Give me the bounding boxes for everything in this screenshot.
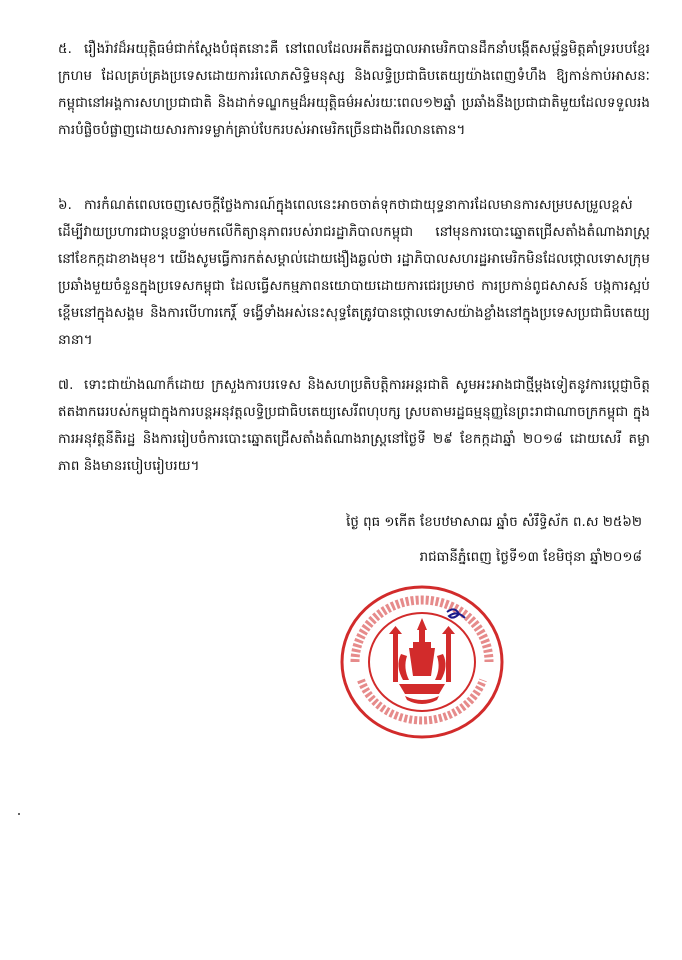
paragraph-number: ៥.: [58, 42, 72, 57]
seal-emblem: [389, 618, 455, 704]
paragraph-text: រឿងរ៉ាវដ៏អយុត្តិធម៌ជាក់ស្តែងបំផុតនោះគឺ នៅពេលដែលអតីតរដ្ឋបាលអាមេរិកបានដឹកនាំបង្កើតសម្ព័ន្ធមិត្តគាំទ្ររបបខ្មែរក្រហម ដែលគ្រប់គ្រងប្រទេសដោយការរំលោភសិទ្ធិមនុស្ស និងលទ្ធិប្រជាធិបតេយ្យយ៉ាងពេញទំហឹង ឱ្យកាន់កាប់អាសនៈកម្ពុជានៅអង្គការសហប្រជាជាតិ និងដាក់ទណ្ឌកម្មដ៏អយុត្តិធម៌អស់រយៈពេល១២ឆ្នាំ ប្រឆាំងនឹងប្រជាជាតិមួយដែលទទួលរងការបំផ្លិចបំផ្លាញដោយសារការទម្លាក់គ្រាប់បែករបស់អាមេរិកច្រើនជាងពីរលានតោន។: [58, 42, 650, 138]
paragraph-number: ៧.: [58, 378, 74, 393]
lunar-date: ថ្ងៃ ពុធ ១កើត ខែបឋមាសាឍ ឆ្នាំច សំរឹទ្ធិស័ក ព.ស ២៥៦២: [346, 515, 642, 530]
paragraph-number: ៦.: [58, 198, 72, 213]
stray-dot: [18, 813, 20, 815]
official-seal-icon: [339, 584, 505, 740]
paragraph-5: [58, 36, 650, 144]
paragraph-text: ទោះជាយ៉ាងណាក៏ដោយ ក្រសួងការបរទេស និងសហប្រតិបត្តិការអន្តរជាតិ សូមអះអាងជាថ្មីម្តងទៀតនូវការប្តេជ្ញាចិត្តឥតងាករេរបស់កម្ពុជាក្នុងការបន្តអនុវត្តលទ្ធិប្រជាធិបតេយ្យសេរីពហុបក្ស ស្របតាមរដ្ឋធម្មនុញ្ញនៃព្រះរាជាណាចក្រកម្ពុជា ក្នុងការអនុវត្តនីតិរដ្ឋ និងការរៀបចំការបោះឆ្នោតជ្រើសតាំងតំណាងរាស្ត្រនៅថ្ងៃទី ២៩ ខែកក្កដាឆ្នាំ ២០១៨ ដោយសេរី តម្លាភាព និងមានរបៀបរៀបរយ។: [58, 378, 650, 474]
paragraph-7: [58, 372, 650, 480]
solar-date: រាជធានីភ្នំពេញ ថ្ងៃទី១៣ ខែមិថុនា ឆ្នាំ២០១៨: [419, 550, 642, 565]
paragraph-6: [58, 192, 650, 354]
paragraph-text: ការកំណត់ពេលចេញសេចក្តីថ្លែងការណ៍ក្នុងពេលនេះអាចចាត់ទុកថាជាយុទ្ធនាការដែលមានការសម្របសម្រួលខ្ពស់ដើម្បីវាយប្រហារជាបន្តបន្ទាប់មកលើកិត្យានុភាពរបស់រាជរដ្ឋាភិបាលកម្ពុជា នៅមុនការបោះឆ្នោតជ្រើសតាំងតំណាងរាស្ត្រនៅខែកក្កដាខាងមុខ។ យើងសូមធ្វើការកត់សម្គាល់ដោយងឿងឆ្ងល់ថា រដ្ឋាភិបាលសហរដ្ឋអាមេរិកមិនដែលថ្កោលទោសក្រុមប្រឆាំងមួយចំនួនក្នុងប្រទេសកម្ពុជា ដែលធ្វើសកម្មភាពនយោបាយដោយការជេរប្រមាថ ការប្រកាន់ពូជសាសន៍ បង្កការស្អប់ខ្ពើមនៅក្នុងសង្គម និងការបើហារកេរ្តិ៍ ទង្វើទាំងអស់នេះសុទ្ធតែត្រូវបានថ្កោលទោសយ៉ាងខ្លាំងនៅក្នុងប្រទេសប្រជាធិបតេយ្យនានា។: [58, 198, 650, 348]
